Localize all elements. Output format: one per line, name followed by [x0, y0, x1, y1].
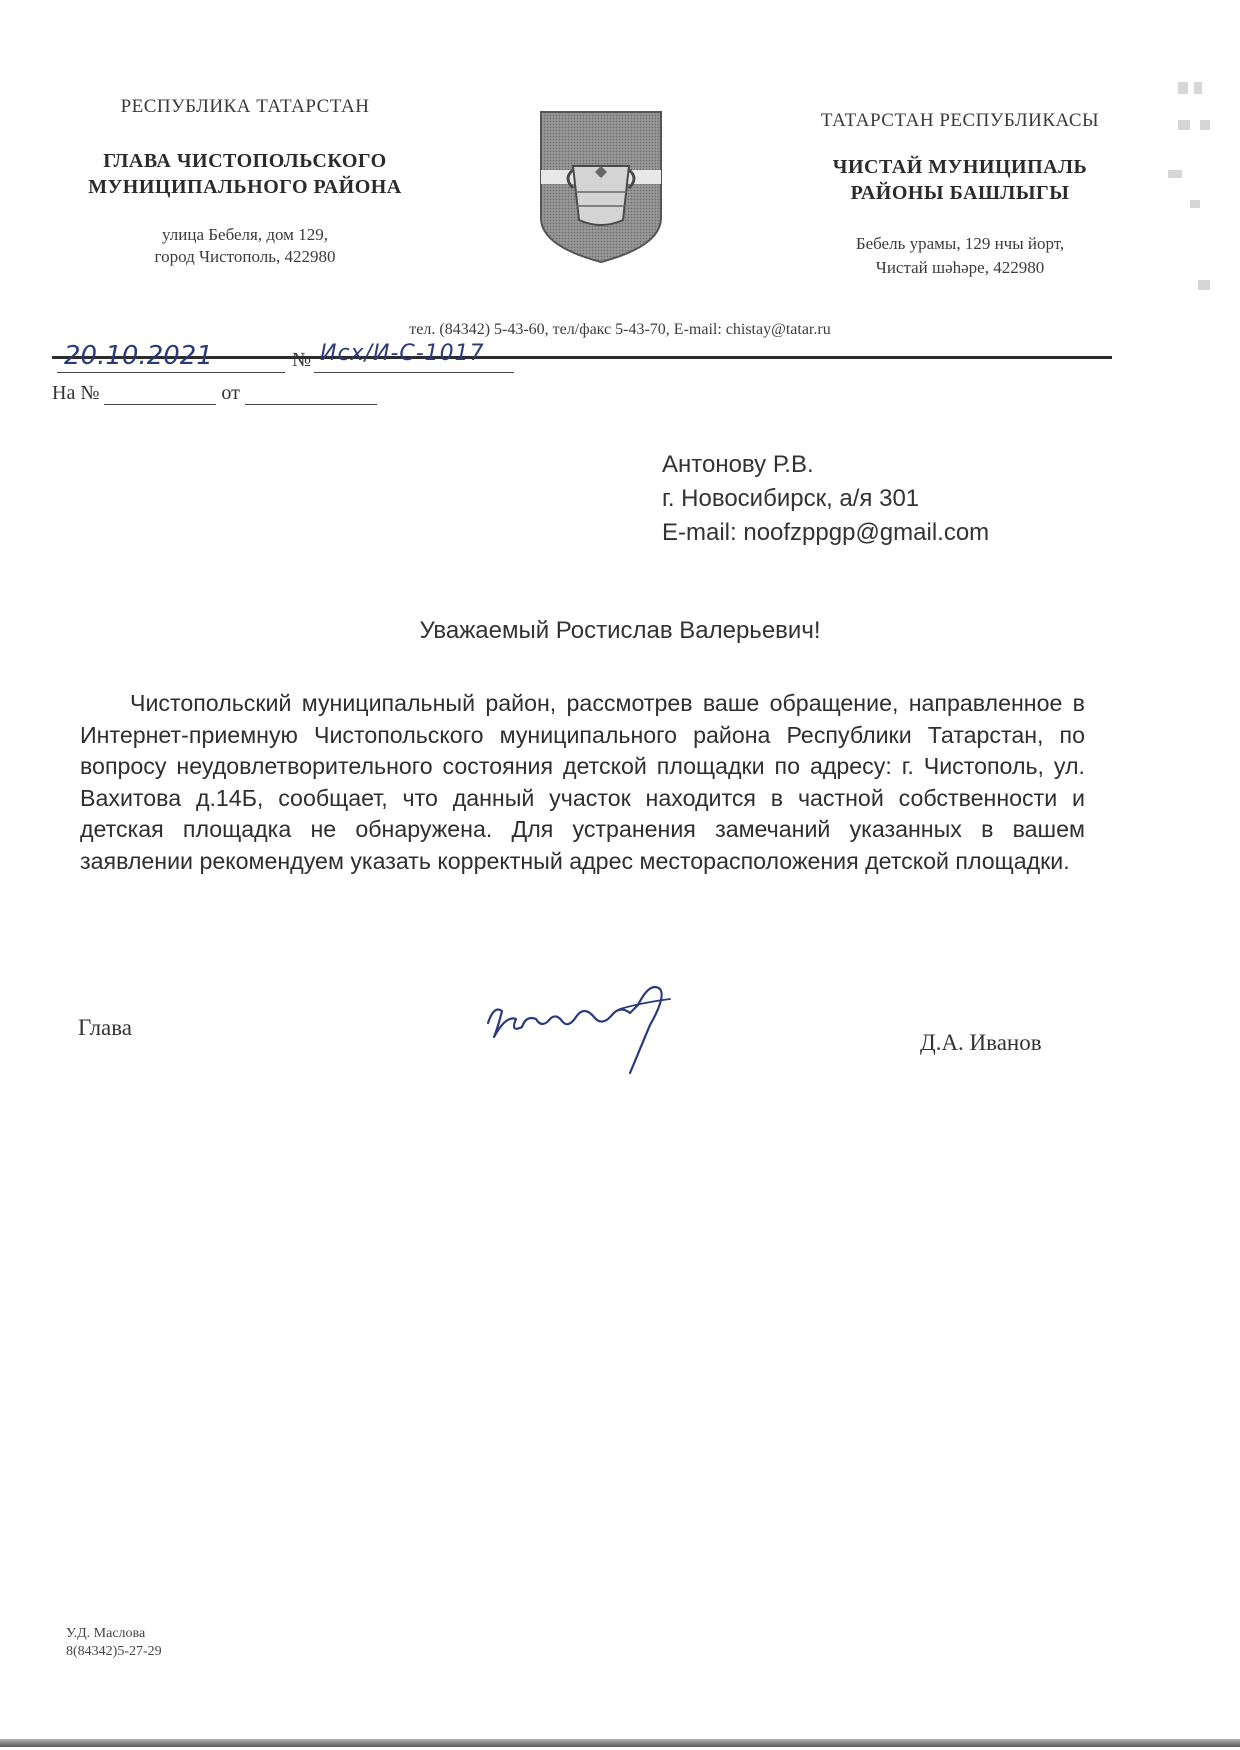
recipient-address: г. Новосибирск, а/я 301 — [662, 485, 920, 512]
recipient-email: E-mail: noofzppgp@gmail.com — [662, 519, 990, 546]
greeting: Уважаемый Ростислав Валерьевич! — [419, 617, 821, 644]
signatory-name: Д.А. Иванов — [920, 1030, 1042, 1055]
recipient-block — [662, 448, 989, 550]
reference-line — [52, 382, 377, 405]
scan-bottom-edge — [0, 1739, 1240, 1747]
registration-number: Исх/И-С-1017 — [320, 341, 485, 366]
address-line-2: город Чистополь, 422980 — [154, 247, 336, 266]
reference-number-blank — [104, 386, 216, 405]
reference-label: На № — [52, 382, 100, 404]
address-tt — [780, 232, 1140, 280]
executor-name: У.Д. Маслова — [66, 1626, 146, 1641]
signatory-title: Глава — [78, 1015, 133, 1040]
coat-of-arms-icon — [537, 108, 665, 266]
organization-name-tt — [780, 154, 1140, 206]
letter-body: Чистопольский муниципальный район, рассмотрев ваше обращение, направленное в Интернет-приемную Чистопольского муниципального района Республики Татарстан, по вопросу неудовлетворительного состояния детской площадки по адресу: г. Чистополь, ул. Вахитова д.14Б, сообщает, что данный участок находится в частной собственности и детская площадка не обнаружена. Для устранения замечаний указанных в вашем заявлении рекомендуем указать корректный адрес месторасположения детской площадки. — [80, 690, 1085, 874]
organization-line-2: РАЙОНЫ БАШЛЫГЫ — [850, 182, 1070, 204]
registration-date: 20.10.2021 — [64, 341, 213, 371]
scan-margin-artifact — [1138, 60, 1228, 360]
address-line-1: улица Бебеля, дом 129, — [162, 225, 328, 244]
address-line-2: Чистай шәһәре, 422980 — [875, 258, 1045, 277]
recipient-name: Антонову Р.В. — [662, 451, 814, 478]
executor-phone: 8(84342)5-27-29 — [66, 1644, 162, 1659]
reference-date-blank — [245, 386, 377, 405]
organization-name-ru — [55, 148, 435, 200]
handwritten-signature-icon — [480, 975, 705, 1085]
organization-line-1: ГЛАВА ЧИСТОПОЛЬСКОГО — [103, 150, 387, 172]
registration-line — [52, 341, 552, 375]
number-sign: № — [292, 349, 312, 371]
executor-block — [66, 1625, 162, 1661]
date-underline — [57, 372, 285, 373]
republic-name-tt: ТАТАРСТАН РЕСПУБЛИКАСЫ — [820, 110, 1100, 131]
contact-line: тел. (84342) 5-43-60, тел/факс 5-43-70, E-mail: chistay@tatar.ru — [409, 321, 831, 338]
republic-name-ru: РЕСПУБЛИКА ТАТАРСТАН — [120, 96, 370, 117]
address-line-1: Бебель урамы, 129 нчы йорт, — [855, 234, 1065, 253]
address-ru — [55, 224, 435, 268]
number-underline — [314, 372, 514, 373]
reference-from-label: от — [221, 382, 240, 404]
organization-line-1: ЧИСТАЙ МУНИЦИПАЛЬ — [832, 156, 1088, 178]
organization-line-2: МУНИЦИПАЛЬНОГО РАЙОНА — [88, 176, 402, 198]
header-left — [55, 96, 435, 268]
header-right — [780, 110, 1140, 280]
